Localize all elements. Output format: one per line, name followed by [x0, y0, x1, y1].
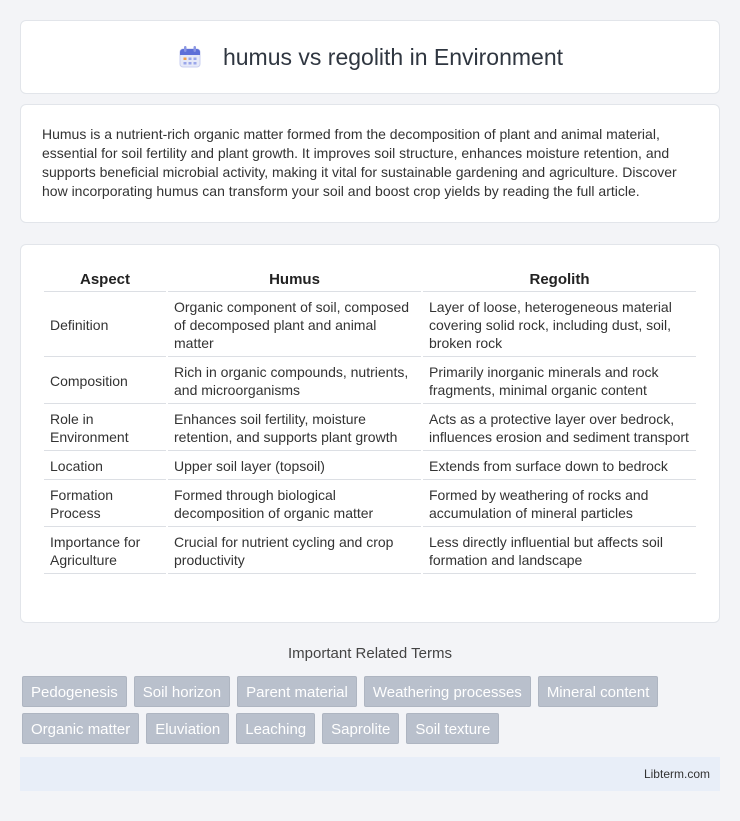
tag-soil-texture[interactable]: Soil texture — [406, 713, 499, 744]
tag-pedogenesis[interactable]: Pedogenesis — [22, 676, 127, 707]
table-row — [44, 482, 696, 527]
table-cell-regolith: Acts as a protective layer over bedrock, influences erosion and sediment transport — [423, 406, 696, 451]
tag-weathering-processes[interactable]: Weathering processes — [364, 676, 531, 707]
table-cell-regolith: Less directly influential but affects soil formation and landscape — [423, 529, 696, 574]
header-card — [20, 20, 720, 94]
table-cell-regolith: Layer of loose, heterogeneous material covering solid rock, including dust, soil, broken rock — [423, 294, 696, 357]
table-cell-humus: Organic component of soil, composed of decomposed plant and animal matter — [168, 294, 421, 357]
table-cell-aspect: Definition — [44, 294, 166, 357]
table-cell-aspect: Formation Process — [44, 482, 166, 527]
tag-parent-material[interactable]: Parent material — [237, 676, 357, 707]
header-aspect: Aspect — [44, 267, 166, 292]
tag-eluviation[interactable]: Eluviation — [146, 713, 229, 744]
table-cell-humus: Rich in organic compounds, nutrients, and microorganisms — [168, 359, 421, 404]
header-regolith: Regolith — [423, 267, 696, 292]
comparison-table — [42, 265, 698, 576]
table-row — [44, 453, 696, 480]
related-terms-list — [22, 676, 722, 744]
footer — [20, 757, 720, 791]
table-cell-humus: Crucial for nutrient cycling and crop productivity — [168, 529, 421, 574]
table-cell-regolith: Extends from surface down to bedrock — [423, 453, 696, 480]
table-cell-regolith: Formed by weathering of rocks and accumulation of mineral particles — [423, 482, 696, 527]
intro-text: Humus is a nutrient-rich organic matter formed from the decomposition of plant and animal material, essential for soil fertility and plant growth. It improves soil structure, enhances moisture retention, and supports beneficial microbial activity, making it vital for sustainable gardening and agriculture. Discover how incorporating humus can transform your soil and boost crop yields by reading the full article. — [42, 126, 677, 199]
table-row — [44, 294, 696, 357]
table-header-row — [44, 267, 696, 292]
page-title: humus vs regolith in Environment — [222, 43, 564, 70]
table-cell-humus: Upper soil layer (topsoil) — [168, 453, 421, 480]
comparison-card — [20, 244, 720, 623]
table-cell-aspect: Importance for Agriculture — [44, 529, 166, 574]
tag-soil-horizon[interactable]: Soil horizon — [134, 676, 230, 707]
table-row — [44, 529, 696, 574]
table-cell-humus: Enhances soil fertility, moisture retention, and supports plant growth — [168, 406, 421, 451]
table-cell-aspect: Composition — [44, 359, 166, 404]
intro-card — [20, 104, 720, 223]
footer-site-link[interactable]: Libterm.com — [643, 767, 710, 781]
tag-leaching[interactable]: Leaching — [236, 713, 315, 744]
table-row — [44, 406, 696, 451]
table-cell-aspect: Location — [44, 453, 166, 480]
tag-saprolite[interactable]: Saprolite — [322, 713, 399, 744]
tag-organic-matter[interactable]: Organic matter — [22, 713, 139, 744]
tag-mineral-content[interactable]: Mineral content — [538, 676, 659, 707]
table-cell-humus: Formed through biological decomposition of organic matter — [168, 482, 421, 527]
table-cell-regolith: Primarily inorganic minerals and rock fragments, minimal organic content — [423, 359, 696, 404]
table-cell-aspect: Role in Environment — [44, 406, 166, 451]
calendar-icon — [177, 44, 203, 70]
related-terms-title: Important Related Terms — [288, 645, 452, 662]
header-humus: Humus — [168, 267, 421, 292]
header — [177, 44, 563, 71]
table-row — [44, 359, 696, 404]
